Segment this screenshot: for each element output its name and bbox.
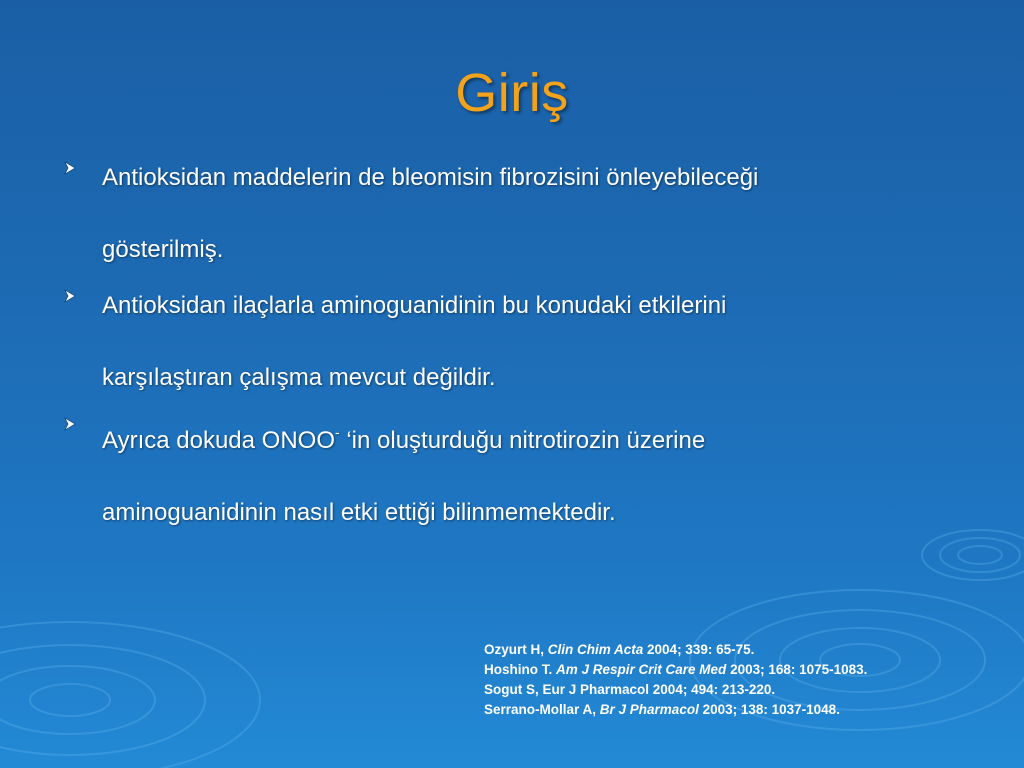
bullet-line: karşılaştıran çalışma mevcut değildir. bbox=[102, 364, 496, 391]
reference-item bbox=[484, 640, 1004, 660]
references bbox=[484, 640, 1004, 720]
reference-journal: Am J Respir Crit Care Med bbox=[556, 662, 727, 677]
reference-author: Ozyurt H, bbox=[484, 642, 548, 657]
bullet-text bbox=[102, 270, 962, 414]
bullet-line-post: ‘in oluşturduğu nitrotirozin üzerine bbox=[339, 427, 706, 454]
bullet-text bbox=[102, 398, 962, 549]
bullet-line-pre: Ayrıca dokuda ONOO bbox=[102, 427, 335, 454]
slide-title: Giriş bbox=[455, 63, 569, 123]
reference-item bbox=[484, 700, 1004, 720]
reference-author: Sogut S, Eur J Pharmacol 2004; 494: 213-220. bbox=[484, 682, 776, 697]
reference-author: Serrano-Mollar A, bbox=[484, 702, 600, 717]
arrow-bullet-icon bbox=[62, 416, 78, 432]
bullet-list bbox=[62, 164, 962, 555]
arrow-bullet-icon bbox=[62, 288, 78, 304]
superscript-minus: - bbox=[335, 424, 340, 440]
reference-item bbox=[484, 680, 1004, 700]
reference-details: 2003; 138: 1037-1048. bbox=[698, 702, 840, 717]
bullet-text bbox=[102, 142, 962, 286]
bullet-line: gösterilmiş. bbox=[102, 236, 224, 263]
reference-details: 2004; 339: 65-75. bbox=[643, 642, 755, 657]
bullet-item bbox=[62, 142, 962, 286]
bullet-item bbox=[62, 270, 962, 414]
arrow-bullet-icon bbox=[62, 160, 78, 176]
reference-author: Hoshino T. bbox=[484, 662, 556, 677]
bullet-line bbox=[102, 398, 962, 477]
reference-journal: Clin Chim Acta bbox=[547, 642, 644, 657]
reference-item bbox=[484, 660, 1004, 680]
bullet-line: aminoguanidinin nasıl etki ettiği bilinmemektedir. bbox=[102, 499, 616, 526]
reference-details: 2003; 168: 1075-1083. bbox=[726, 662, 868, 677]
reference-journal: Br J Pharmacol bbox=[599, 702, 699, 717]
bullet-line: Antioksidan ilaçlarla aminoguanidinin bu konudaki etkilerini bbox=[102, 292, 727, 319]
bullet-line: Antioksidan maddelerin de bleomisin fibrozisini önleyebileceği bbox=[102, 164, 759, 191]
bullet-item bbox=[62, 398, 962, 549]
